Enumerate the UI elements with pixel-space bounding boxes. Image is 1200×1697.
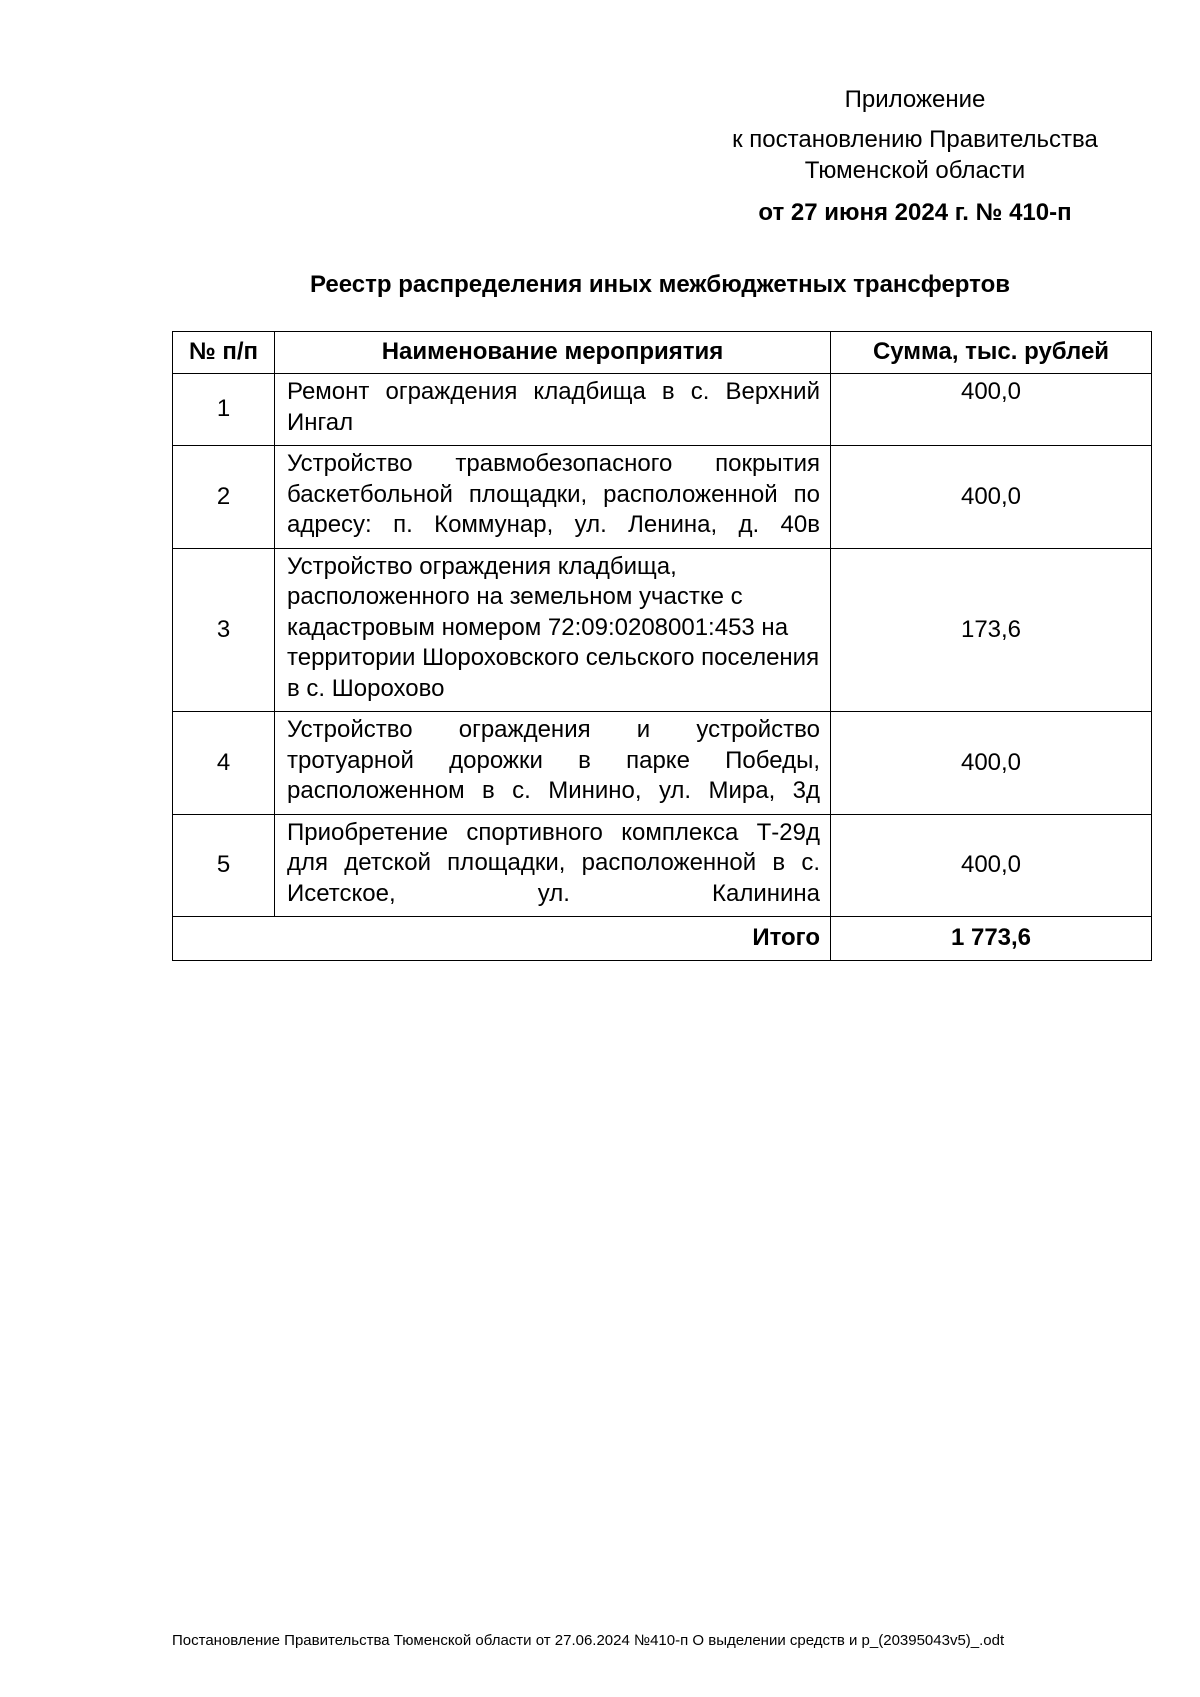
footer-file-reference: Постановление Правительства Тюменской области от 27.06.2024 №410-п О выделении средств и р_(20395043v5)_.odt <box>172 1632 1005 1649</box>
appendix-heading: Приложение <box>844 86 986 113</box>
row-number: 1 <box>173 374 275 446</box>
row-name: Устройство травмобезопасного покрытия баскетбольной площадки, расположенной по адресу: п. Коммунар, ул. Ленина, д. 40в <box>275 446 831 549</box>
header-sum: Сумма, тыс. рублей <box>831 332 1152 374</box>
table-row <box>173 446 1152 549</box>
table-header-row <box>173 332 1152 374</box>
row-sum: 173,6 <box>831 548 1152 712</box>
row-name: Устройство ограждения и устройство тротуарной дорожки в парке Победы, расположенном в с. Минино, ул. Мира, 3д <box>275 712 831 815</box>
appendix-reference-line: к постановлению Правительства <box>732 126 1098 153</box>
row-number: 2 <box>173 446 275 549</box>
table-row <box>173 374 1152 446</box>
total-label: Итого <box>173 917 831 961</box>
table-row <box>173 712 1152 815</box>
appendix-region-line: Тюменской области <box>804 157 1026 184</box>
row-number: 3 <box>173 548 275 712</box>
header-name: Наименование мероприятия <box>275 332 831 374</box>
table-row <box>173 548 1152 712</box>
row-name: Приобретение спортивного комплекса Т-29д для детской площадки, расположенной в с. Исетское, ул. Калинина <box>275 814 831 917</box>
table-row <box>173 814 1152 917</box>
row-name: Устройство ограждения кладбища, расположенного на земельном участке с кадастровым номером 72:09:0208001:453 на территории Шороховского сельского поселения в с. Шорохово <box>275 548 831 712</box>
row-name: Ремонт ограждения кладбища в с. Верхний Ингал <box>275 374 831 446</box>
row-sum: 400,0 <box>831 712 1152 815</box>
registry-table <box>172 331 1152 961</box>
row-sum: 400,0 <box>831 374 1152 446</box>
header-number: № п/п <box>173 332 275 374</box>
row-sum: 400,0 <box>831 814 1152 917</box>
row-number: 4 <box>173 712 275 815</box>
total-row <box>173 917 1152 961</box>
document-title: Реестр распределения иных межбюджетных трансфертов <box>310 271 1010 298</box>
total-value: 1 773,6 <box>831 917 1152 961</box>
appendix-block <box>680 84 1150 228</box>
row-number: 5 <box>173 814 275 917</box>
appendix-date-number: от 27 июня 2024 г. № 410-п <box>758 199 1072 226</box>
row-sum: 400,0 <box>831 446 1152 549</box>
